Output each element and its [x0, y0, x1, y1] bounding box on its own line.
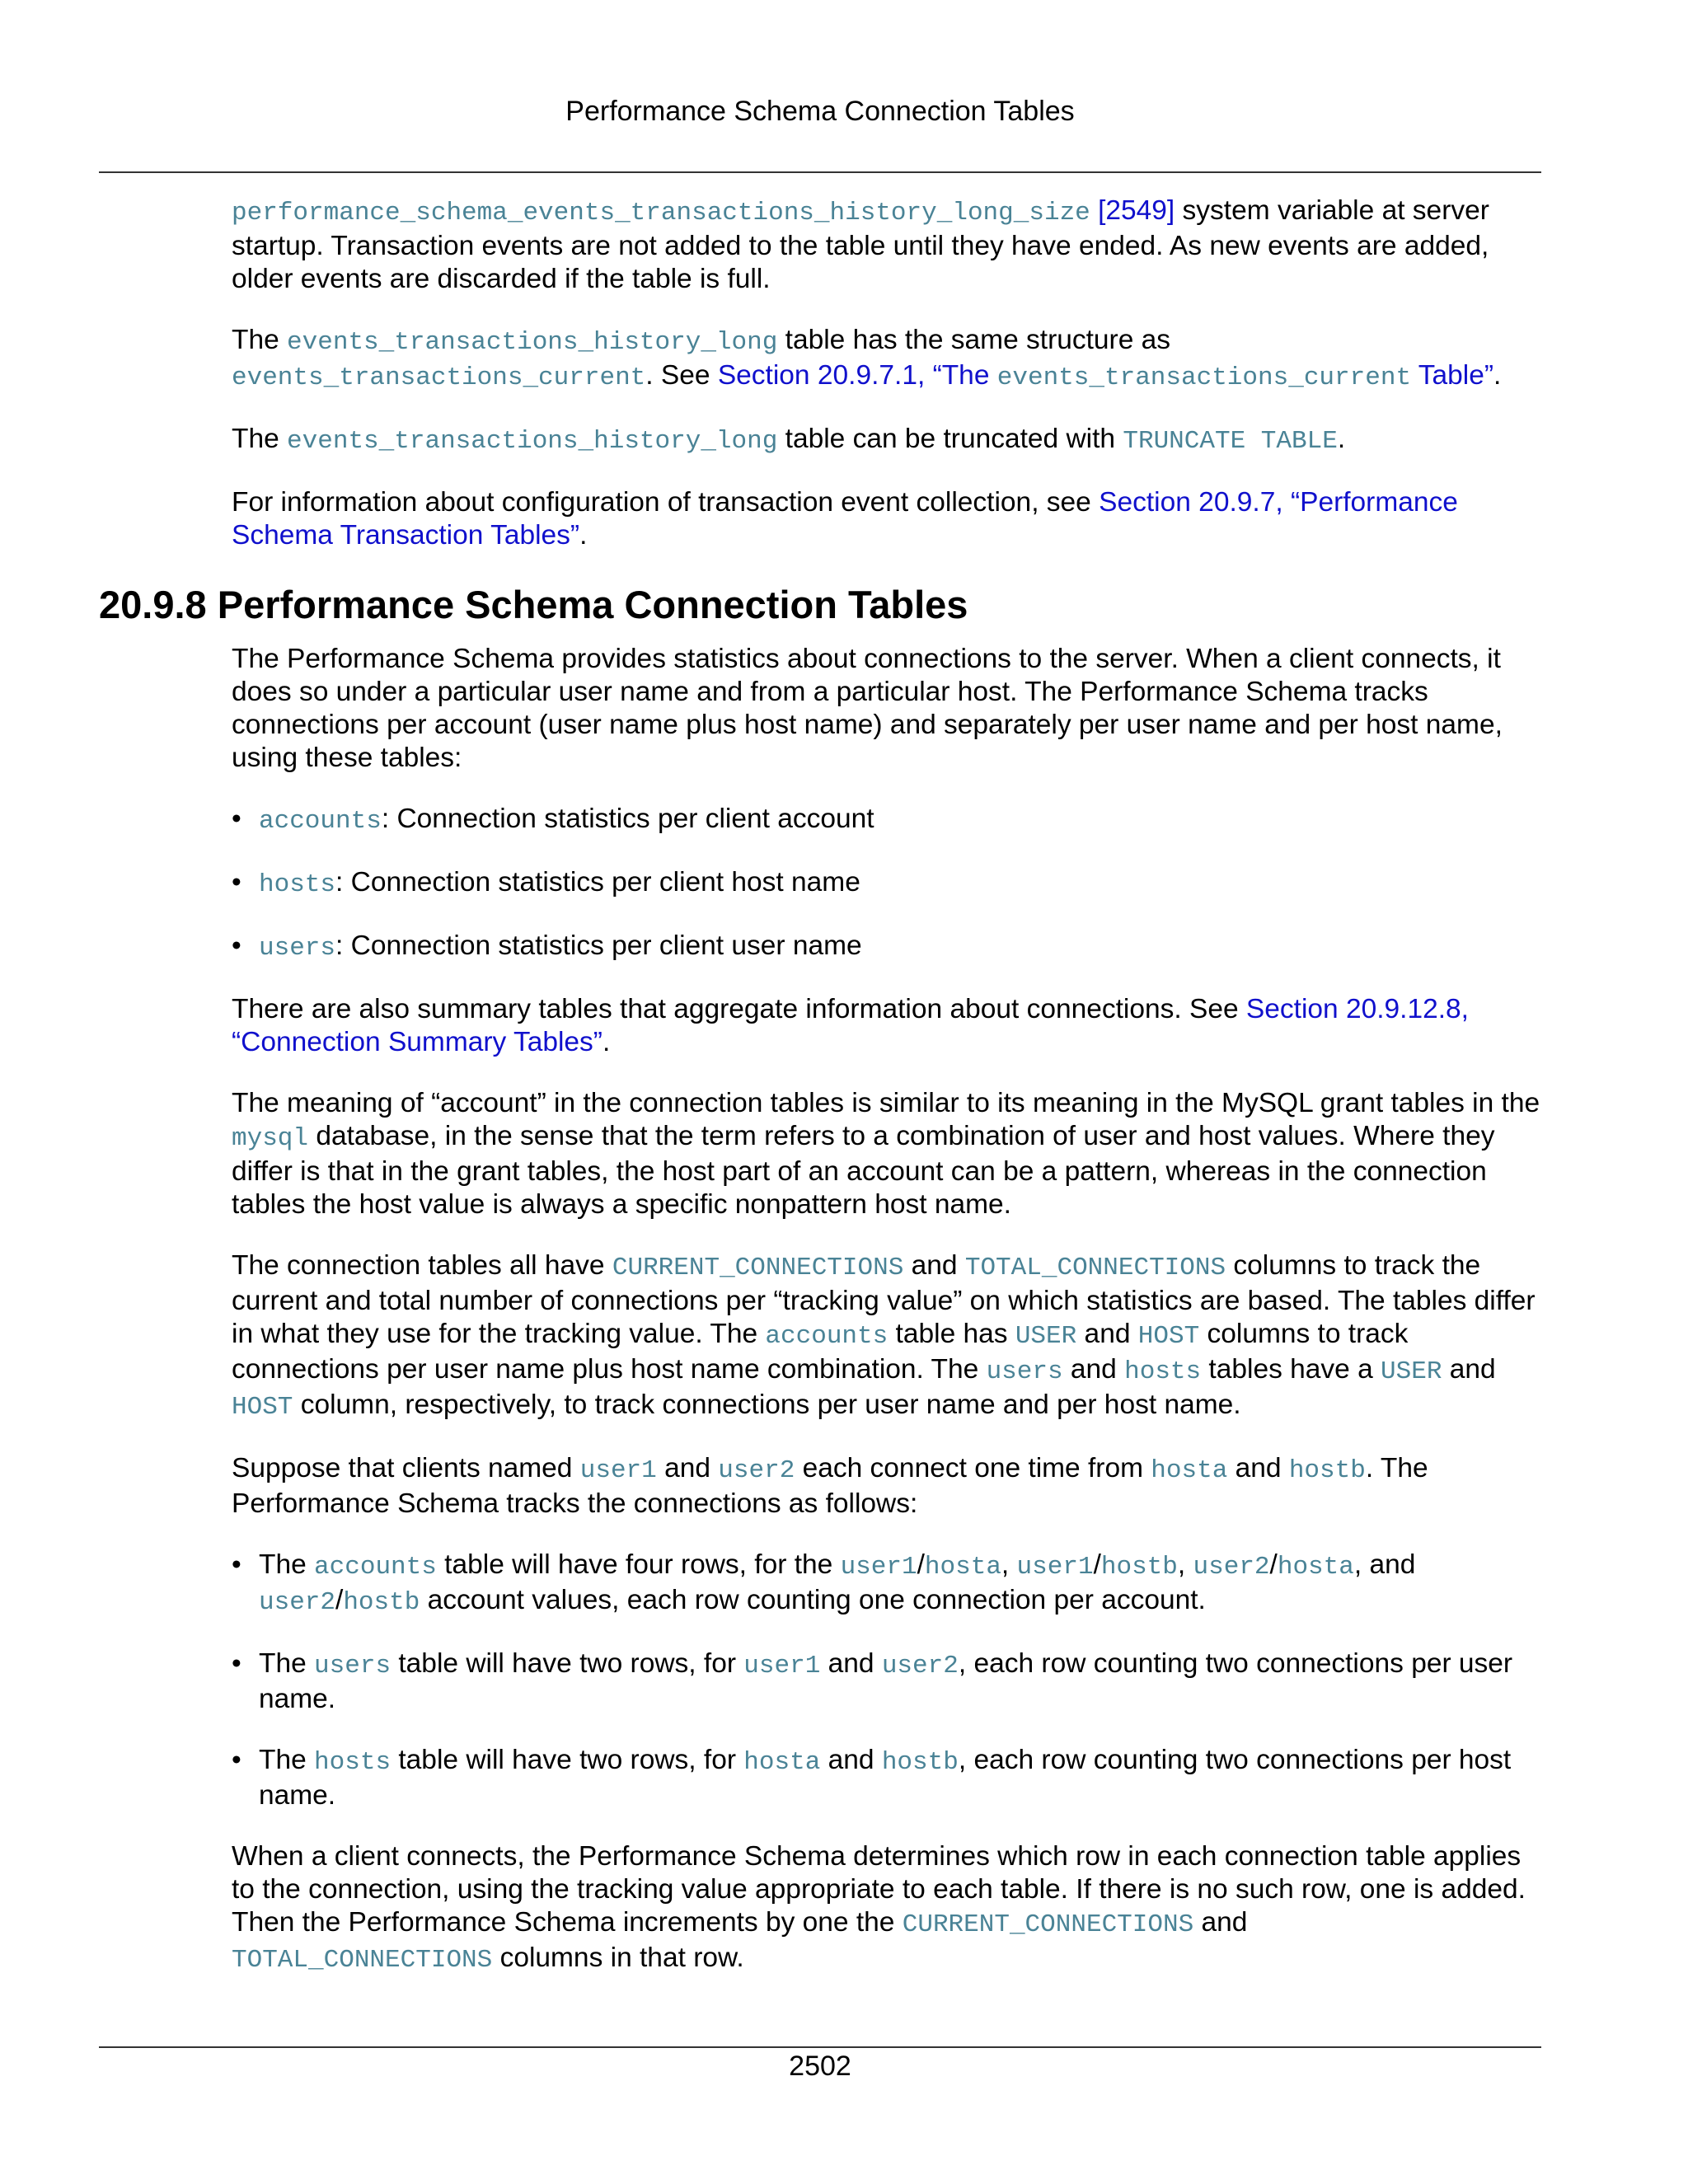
- page-content: [99, 194, 1550, 2005]
- connection-tables-list: [232, 803, 1550, 965]
- page-number: 2502: [789, 2050, 851, 2082]
- list-item-accounts-rows: • The accounts table will have four rows, for the user1/hosta, user1/hostb, user2/hosta, and user2/hostb account values, each row counting one connection per account.: [232, 1549, 1550, 1619]
- list-item-accounts: • accounts: Connection statistics per client account: [232, 803, 1550, 838]
- list-item-hosts-rows: • The hosts table will have two rows, for hosta and hostb, each row counting two connections per host name.: [232, 1744, 1550, 1812]
- page-reference-link[interactable]: [2549]: [1098, 195, 1175, 226]
- intro-paragraph-1: performance_schema_events_transactions_history_long_size [2549] system variable at server startup. Transaction events are not added to the table until they have ended. As new events are added, older events are discarded if the table is full.: [232, 195, 1489, 294]
- system-variable-name: performance_schema_events_transactions_history_long_size: [232, 199, 1090, 227]
- section-link-transaction-tables[interactable]: Section 20.9.7, “Performance Schema Transaction Tables”: [232, 487, 1458, 551]
- list-item-users-rows: • The users table will have two rows, for user1 and user2, each row counting two connections per user name.: [232, 1647, 1550, 1716]
- intro-paragraph-3: The events_transactions_history_long table can be truncated with TRUNCATE TABLE.: [232, 424, 1346, 456]
- running-header: Performance Schema Connection Tables: [565, 96, 1075, 127]
- section-paragraph-4: The connection tables all have CURRENT_CONNECTIONS and TOTAL_CONNECTIONS columns to track the current and total number of connections per “tracking value” on which statistics are based. The tables differ in what they use for the tracking value. The accounts table has USER and HOST columns to track connections per user name plus host name combination. The users and hosts tables have a USER and HOST column, respectively, to track connections per user name and per host name.: [232, 1250, 1536, 1422]
- section-paragraph-1: The Performance Schema provides statistics about connections to the server. When a client connects, it does so under a particular user name and from a particular host. The Performance Schema tracks connections per account (user name plus host name) and separately per user name and per host name, using these tables:: [232, 644, 1503, 773]
- section-link-current-table[interactable]: Section 20.9.7.1, “The events_transactions_current Table”: [717, 360, 1494, 392]
- footer-rule: [99, 2046, 1541, 2048]
- section-heading: 20.9.8 Performance Schema Connection Tables: [99, 583, 968, 626]
- tracking-rows-list: [232, 1549, 1550, 1812]
- section-paragraph-2: There are also summary tables that aggregate information about connections. See Section 20.9.12.8, “Connection Summary Tables”.: [232, 994, 1469, 1057]
- list-item-hosts: • hosts: Connection statistics per client host name: [232, 866, 1550, 902]
- list-item-users: • users: Connection statistics per client user name: [232, 930, 1550, 965]
- intro-paragraph-4: For information about configuration of transaction event collection, see Section 20.9.7, “Performance Schema Transaction Tables”.: [232, 487, 1458, 551]
- header-rule: [99, 171, 1541, 173]
- intro-paragraph-2: The events_transactions_history_long table has the same structure as events_transactions_current. See Section 20.9.7.1, “The events_transactions_current Table”.: [232, 325, 1502, 392]
- section-paragraph-5: Suppose that clients named user1 and user2 each connect one time from hosta and hostb. The Performance Schema tracks the connections as follows:: [232, 1453, 1428, 1519]
- section-paragraph-3: The meaning of “account” in the connection tables is similar to its meaning in the MySQL grant tables in the mysql database, in the sense that the term refers to a combination of user and host values. Where they differ is that in the grant tables, the host part of an account can be a pattern, whereas in the connection tables the host value is always a specific nonpattern host name.: [232, 1088, 1540, 1220]
- section-link-summary-tables[interactable]: Section 20.9.12.8, “Connection Summary Tables”: [232, 994, 1469, 1057]
- section-paragraph-6: When a client connects, the Performance Schema determines which row in each connection table applies to the connection, using the tracking value appropriate to each table. If there is no such row, one is added. Then the Performance Schema increments by one the CURRENT_CONNECTIONS and TOTAL_CONNECTIONS columns in that row.: [232, 1841, 1526, 1975]
